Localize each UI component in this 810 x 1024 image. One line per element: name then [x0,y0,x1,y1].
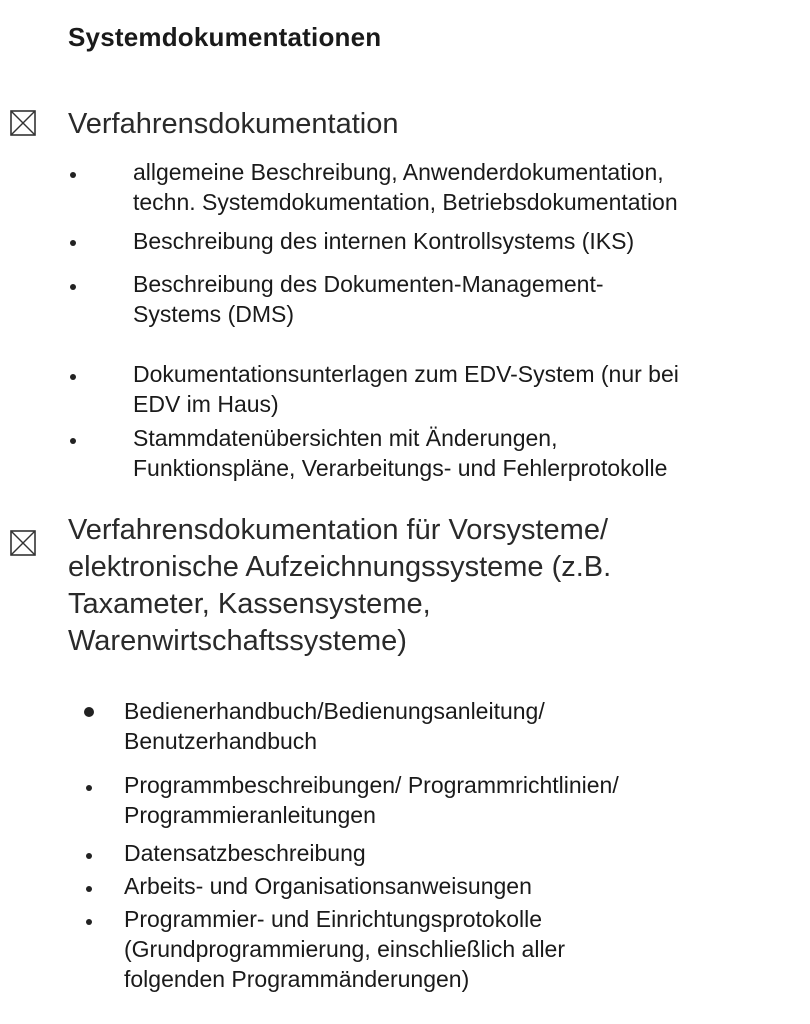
bullet-icon [70,284,76,290]
list-item-text: Beschreibung des Dokumenten-Management- Systems (DMS) [133,271,604,327]
bullet-icon [84,707,94,717]
list-item-text: Beschreibung des internen Kontrollsystems (IKS) [133,228,635,254]
section-heading-verfahrensdokumentation: Verfahrensdokumentation [68,108,399,140]
list-item-text: Stammdatenübersichten mit Änderungen, Funktionspläne, Verarbeitungs- und Fehlerprotokolle [133,425,668,481]
checked-box-icon [10,530,36,556]
list-item-text: Bedienerhandbuch/Bedienungsanleitung/ Benutzerhandbuch [124,698,545,754]
list-item-text: allgemeine Beschreibung, Anwenderdokumentation, techn. Systemdokumentation, Betriebsdokumentation [133,159,678,215]
section-heading-vorsysteme: Verfahrensdokumentation für Vorsysteme/ elektronische Aufzeichnungssysteme (z.B. Taxameter, Kassensysteme, Warenwirtschaftssysteme) [68,514,612,657]
page-title: Systemdokumentationen [68,22,382,52]
checked-box-icon [10,110,36,136]
bullet-icon [70,374,76,380]
list-item-text: Programmbeschreibungen/ Programmrichtlinien/ Programmieranleitungen [124,772,619,828]
bullet-icon [70,172,76,178]
bullet-icon [86,853,92,859]
list-item-text: Arbeits- und Organisationsanweisungen [124,873,532,899]
bullet-icon [70,438,76,444]
bullet-icon [70,240,76,246]
bullet-icon [86,886,92,892]
list-item-text: Datensatzbeschreibung [124,840,366,866]
list-item-text: Dokumentationsunterlagen zum EDV-System (nur bei EDV im Haus) [133,361,679,417]
bullet-icon [86,919,92,925]
bullet-icon [86,785,92,791]
list-item-text: Programmier- und Einrichtungsprotokolle (Grundprogrammierung, einschließlich aller folgenden Programmänderungen) [124,906,566,992]
